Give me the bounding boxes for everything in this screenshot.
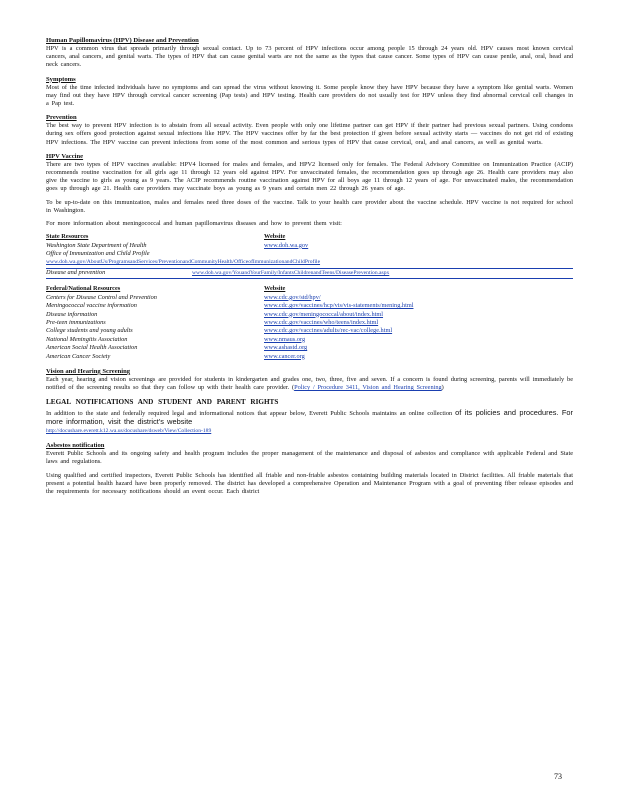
vision-title: Vision and Hearing Screening: [46, 367, 131, 375]
resource-name: Disease and prevention: [46, 268, 106, 276]
table-row: [46, 250, 573, 258]
vaccine-text-3: For more information about meningococcal and human papillomavirus diseases and how to prevent them visit:: [46, 220, 342, 228]
state-resources-table: [46, 233, 573, 279]
resource-name: National Meningitis Association: [46, 335, 128, 343]
federal-resources-header-right: Website: [264, 285, 286, 293]
asbestos-text-2: Using qualified and certified inspectors, Everett Public Schools has identified all friable and non-friable asbestos containing building materials located in District facilities. All friable materials that present a potential health hazard have been properly removed. The district has developed a comprehensive Operation and Maintenance Program with a goal of preventing fiber release episodes and the requirements for necessary notifications should an event occur. Each district: [46, 471, 573, 495]
table-row: [46, 353, 573, 361]
table-row: [46, 311, 573, 319]
table-row: [46, 319, 573, 327]
resource-name: Centers for Disease Control and Prevention: [46, 293, 157, 301]
hpv-title: Human Papillomavirus (HPV) Disease and Prevention: [46, 37, 199, 44]
resource-name: College students and young adults: [46, 327, 133, 335]
resource-link-empty: [264, 250, 573, 258]
state-resources-header-right: Website: [264, 233, 286, 241]
legal-text-a: In addition to the state and federally required legal and informational notices that appear below, Everett Public Schools maintains an online collection: [46, 409, 453, 417]
resource-name: Disease information: [46, 310, 98, 318]
hpv-intro: HPV is a common virus that spreads primarily through sexual contact. Up to 73 percent of HPV infections occur among people 15 through 24 years old. HPV causes most known cervical cancers, anal cancers, and genital warts. The types of HPV that can cause genital warts are not the same as the types that cause cancer. Some types of HPV can cause penile, anal, oral, head and neck cancers.: [46, 45, 573, 69]
vaccine-title: HPV Vaccine: [46, 152, 84, 160]
resource-link[interactable]: www.doh.wa.gov/AboutUs/ProgramsandServices/PreventionandCommunityHealth/OfficeofImmunizationandChildProfile: [46, 259, 321, 266]
symptoms-title: Symptoms: [46, 75, 76, 83]
document-page: [46, 36, 573, 501]
federal-resources-table: [46, 285, 573, 361]
resource-link[interactable]: www.cdc.gov/vaccines/hcp/vis/vis-statements/mening.html: [264, 302, 414, 310]
vaccine-text-2: To be up-to-date on this immunization, males and females need three doses of the vaccine. Talk to your health care provider about the vaccine schedule. HPV vaccine is not required for school in Washington.: [46, 198, 573, 214]
legal-title: LEGAL NOTIFICATIONS AND STUDENT AND PARENT RIGHTS: [46, 398, 279, 407]
resource-name: American Social Health Association: [46, 344, 138, 352]
legal-text: [46, 409, 573, 436]
resource-link[interactable]: www.cdc.gov/vaccines/who/teens/index.html: [264, 318, 379, 326]
state-resources-header: [46, 233, 573, 241]
resource-name: Meningococcal vaccine information: [46, 302, 137, 310]
federal-resources-header-left: Federal/National Resources: [46, 285, 121, 293]
symptoms-text: Most of the time infected individuals have no symptoms and can spread the virus without knowing it. Some people know they have HPV because they have a symptom like genital warts. Women may find out they have HPV through cervical cancer screening (Pap tests) and HPV testing. Health care providers do not usually test for HPV unless they find abnormal cervical cell changes in a Pap test.: [46, 83, 573, 108]
vision-text-a: Each year, hearing and vision screenings are provided for students in kindergarten and grades one, two, three, five and seven. If a concern is found during screening, parents will immediately be notified of the screening results so that they can follow up with their health care provider. (: [46, 375, 573, 392]
resource-link[interactable]: www.cdc.gov/std/hpv/: [264, 293, 321, 301]
table-row: [46, 344, 573, 352]
resource-name: Office of Immunization and Child Profile: [46, 250, 150, 258]
table-row: [46, 258, 573, 268]
resource-link[interactable]: www.doh.wa.gov: [264, 241, 309, 249]
table-row: [46, 327, 573, 335]
table-row: [46, 336, 573, 344]
prevention-title: Prevention: [46, 114, 77, 122]
federal-resources-header: [46, 285, 573, 293]
table-row: [46, 294, 573, 302]
legal-text-b: of its policies and procedures. For more information, visit the district's website: [46, 407, 573, 426]
vaccine-text-1: There are two types of HPV vaccines available: HPV4 licensed for males and females, and HPV2 licensed only for females. The Federal Advisory Committee on Immunization Practice (ACIP) recommends routine vaccination for all girls age 11 through 12 years old against HPV. For unvaccinated females, the recommendation goes up through age 26. Health care providers may also give the vaccine to girls as young as 9 years. The ACIP recommends routine vaccination against HPV for all boys age 11 through 12 years of age. For unvaccinated males, the recommendation goes up through age 21. Health care providers may vaccinate boys as young as 9 years and certain men 22 through 26 years of age.: [46, 160, 573, 193]
resource-link[interactable]: www.ashastd.org: [264, 344, 308, 352]
resource-link[interactable]: www.cdc.gov/meningococcal/about/index.html: [264, 310, 384, 318]
policy-link[interactable]: Policy / Procedure 3411, Vision and Hearing Screening: [294, 384, 442, 392]
resource-link[interactable]: www.doh.wa.gov/YouandYourFamily/InfantsChildrenandTeens/DiseasePrevention.aspx: [192, 269, 390, 276]
resource-link[interactable]: www.nmaus.org: [264, 335, 306, 343]
asbestos-text-1: Everett Public Schools and its ongoing safety and health program includes the proper management of the maintenance and disposal of asbestos and compliance with applicable Federal and State laws and regulations.: [46, 450, 573, 466]
resource-link[interactable]: www.cdc.gov/vaccines/adults/rec-vac/college.html: [264, 327, 393, 335]
vision-text: [46, 376, 573, 392]
page-number: 73: [554, 772, 562, 781]
table-row: [46, 242, 573, 250]
table-row: [46, 302, 573, 310]
resource-name: American Cancer Society: [46, 352, 111, 360]
state-resources-header-left: State Resources: [46, 233, 89, 241]
docushare-link[interactable]: http://docushare.everett.k12.wa.us/docushare/dsweb/View/Collection-189: [46, 427, 212, 434]
table-row: [46, 269, 573, 279]
resource-link[interactable]: www.cancer.org: [264, 352, 305, 360]
vision-text-b: ): [441, 384, 444, 392]
resource-name: Washington State Department of Health: [46, 241, 147, 249]
resource-name: Pre-teen immunizations: [46, 318, 106, 326]
prevention-text: The best way to prevent HPV infection is to abstain from all sexual activity. Even people with only one lifetime partner can get HPV if their partner had previous sexual partners. Using condoms during sex offers good protection against sexual infections like HPV. The HPV vaccines offer by far the best protection if given before sexual activity starts — vaccines do not get rid of existing HPV infections. The HPV vaccine can prevent infections from some of the most common and serious types of HPV that cause cervical, oral, and anal cancers, as well as genital warts.: [46, 122, 573, 146]
asbestos-title: Asbestos notification: [46, 442, 105, 450]
